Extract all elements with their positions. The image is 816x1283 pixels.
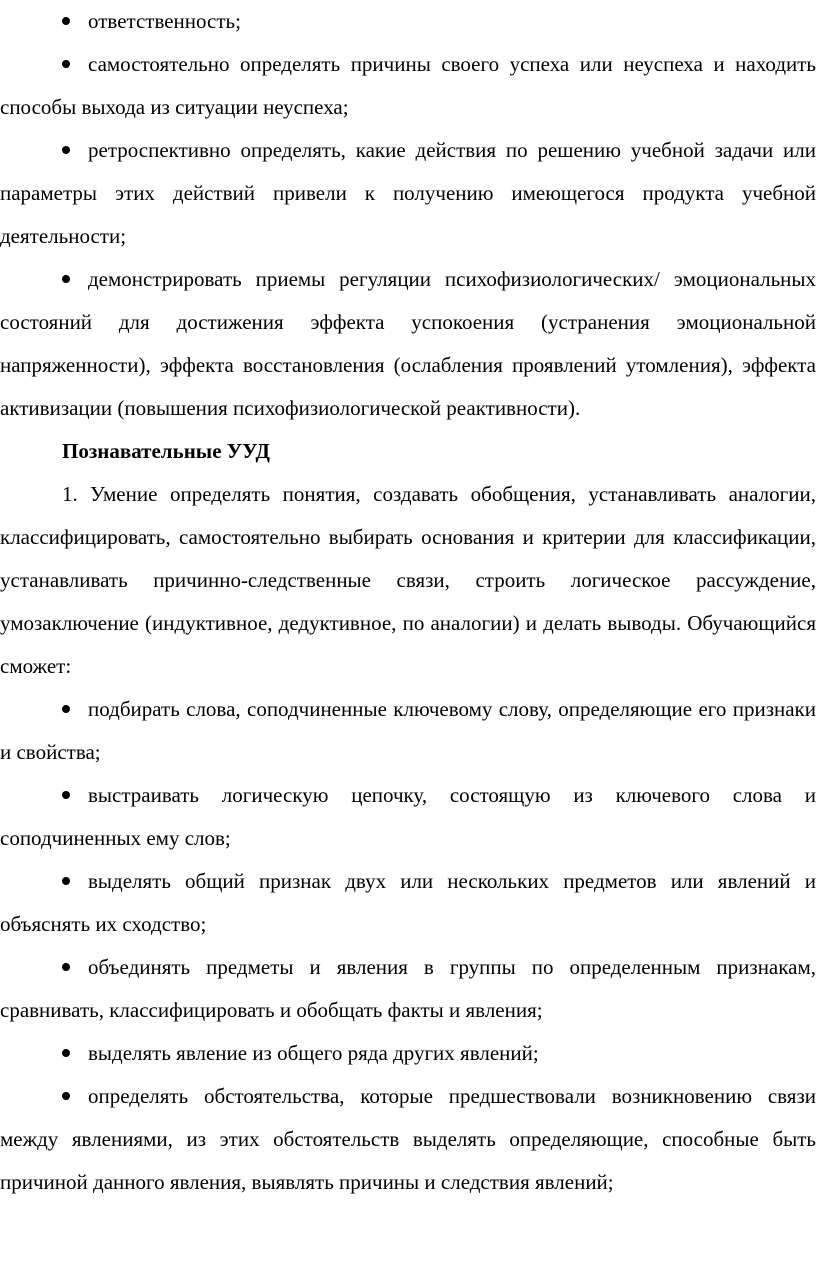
- bullet-icon: [62, 791, 70, 799]
- bullet-text: ретроспективно определять, какие действия по решению учебной задачи или параметры этих действий привели к получению имеющегося продукта учебной деятельности;: [0, 138, 816, 248]
- bullet-paragraph: [0, 129, 816, 258]
- bullet-icon: [62, 146, 70, 154]
- bullet-text: определять обстоятельства, которые предшествовали возникновению связи между явлениями, из этих обстоятельств выделять определяющие, способные быть причиной данного явления, выявлять причины и следствия явлений;: [0, 1084, 816, 1194]
- bullet-icon: [62, 275, 70, 283]
- bullet-text: выделять явление из общего ряда других явлений;: [88, 1041, 539, 1065]
- bullet-paragraph: [0, 258, 816, 430]
- numbered-text: Умение определять понятия, создавать обобщения, устанавливать аналогии, классифицировать, самостоятельно выбирать основания и критерии для классификации, устанавливать причинно-следственные связи, строить логическое рассуждение, умозаключение (индуктивное, дедуктивное, по аналогии) и делать выводы. Обучающийся сможет:: [0, 482, 816, 678]
- bullet-text: выстраивать логическую цепочку, состоящую из ключевого слова и соподчиненных ему слов;: [0, 783, 816, 850]
- bullet-text: ответственность;: [88, 9, 241, 33]
- bullet-icon: [62, 877, 70, 885]
- bullet-paragraph: [0, 43, 816, 129]
- bullet-paragraph: [0, 860, 816, 946]
- bullet-paragraph: [0, 774, 816, 860]
- bullet-icon: [62, 705, 70, 713]
- bullet-text: выделять общий признак двух или нескольких предметов или явлений и объяснять их сходство;: [0, 869, 816, 936]
- bullet-icon: [62, 963, 70, 971]
- bullet-icon: [62, 1092, 70, 1100]
- bullet-paragraph: [0, 0, 816, 43]
- bullet-icon: [62, 60, 70, 68]
- bullet-paragraph: [0, 1032, 816, 1075]
- bullet-icon: [62, 17, 70, 25]
- section-heading: Познавательные УУД: [62, 439, 270, 463]
- bullet-icon: [62, 1049, 70, 1057]
- bullet-paragraph: [0, 946, 816, 1032]
- bullet-text: демонстрировать приемы регуляции психофизиологических/ эмоциональных состояний для достижения эффекта успокоения (устранения эмоциональной напряженности), эффекта восстановления (ослабления проявлений утомления), эффекта активизации (повышения психофизиологической реактивности).: [0, 267, 816, 420]
- item-number: 1.: [62, 482, 78, 506]
- bullet-text: объединять предметы и явления в группы по определенным признакам, сравнивать, классифицировать и обобщать факты и явления;: [0, 955, 816, 1022]
- bullet-text: самостоятельно определять причины своего успеха или неуспеха и находить способы выхода из ситуации неуспеха;: [0, 52, 816, 119]
- bullet-text: подбирать слова, соподчиненные ключевому слову, определяющие его признаки и свойства;: [0, 697, 816, 764]
- bullet-paragraph: [0, 1075, 816, 1204]
- numbered-paragraph: [0, 473, 816, 688]
- bullet-paragraph: [0, 688, 816, 774]
